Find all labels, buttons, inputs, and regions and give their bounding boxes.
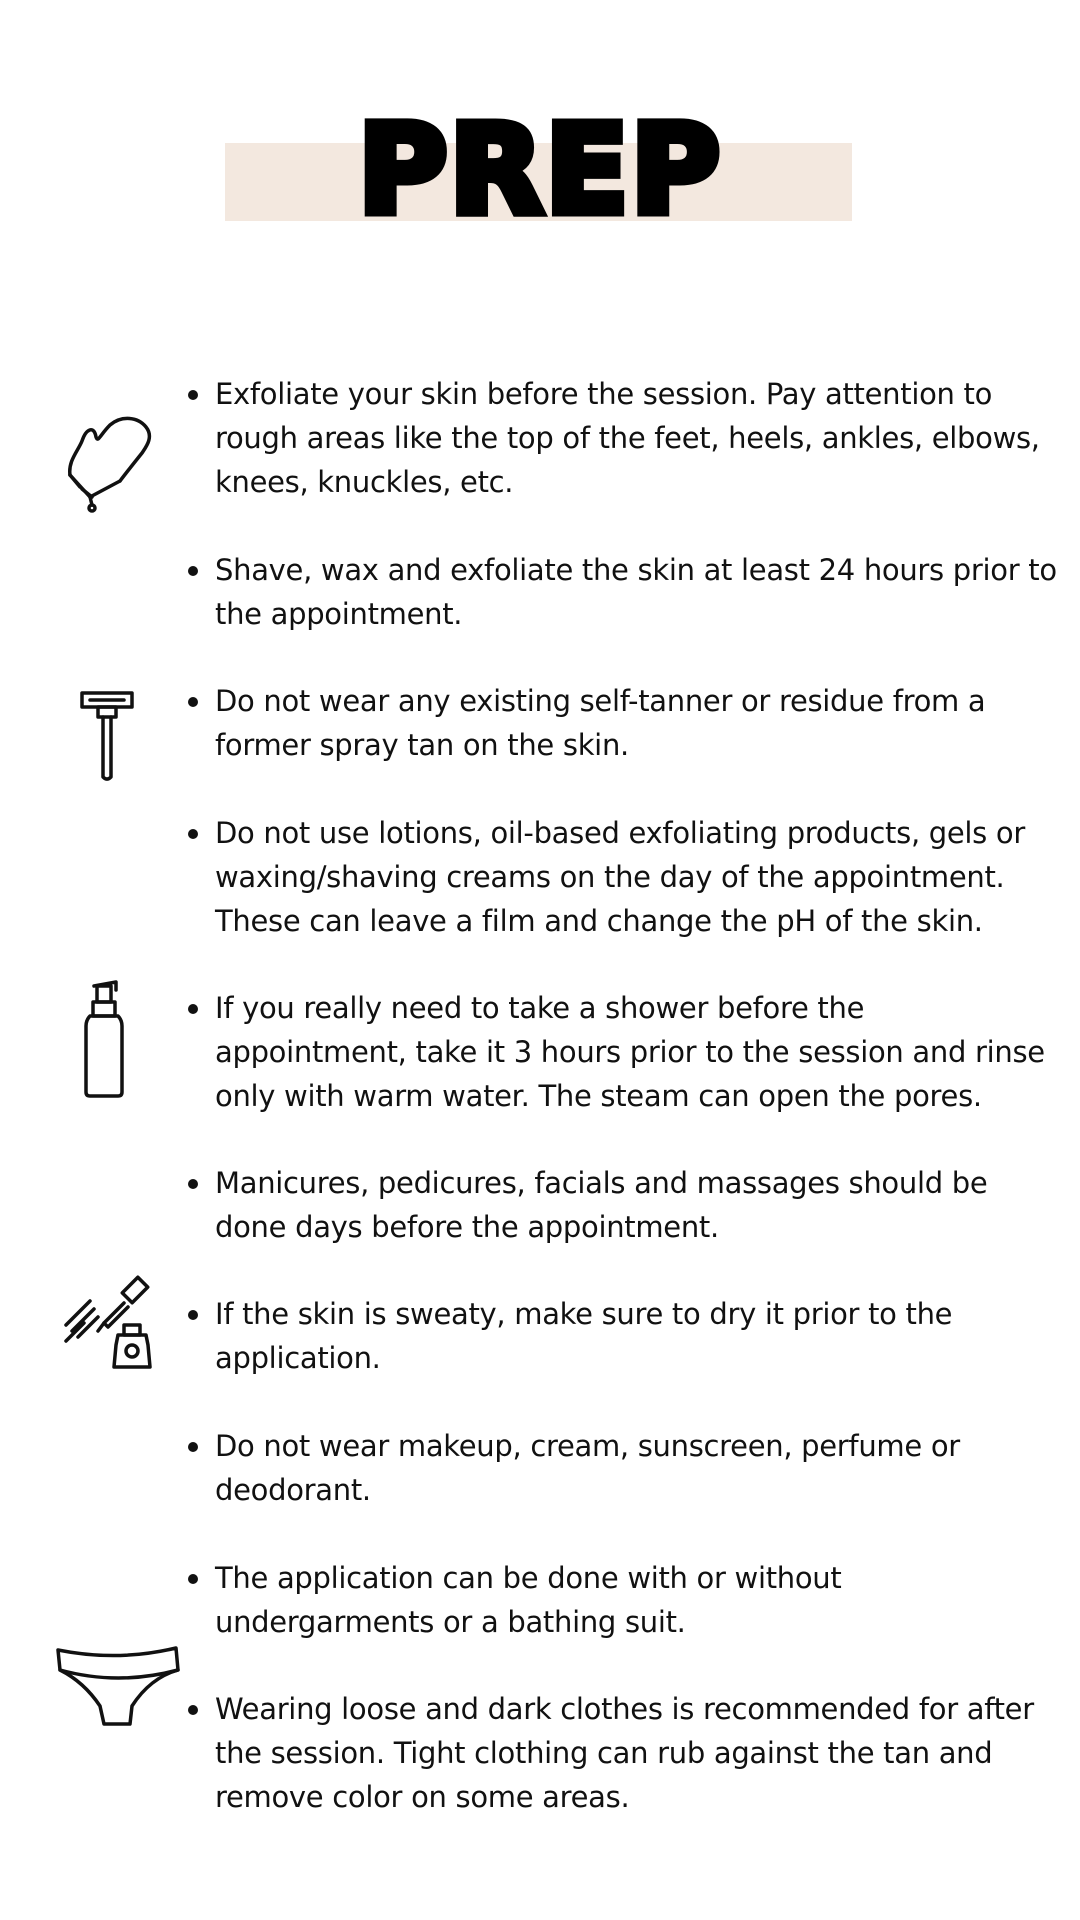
bullet-dot [188,697,198,707]
bullet-dot [188,829,198,839]
list-item [188,1292,1060,1380]
bullet-dot [188,390,198,400]
pump-bottle-icon [84,980,126,1100]
exfoliating-mitt-icon [66,415,156,515]
list-item-text: Do not use lotions, oil-based exfoliating products, gels or waxing/shaving creams on the day of the appointment. These can leave a film and change the pH of the skin. [215,816,1025,938]
bullet-dot [188,1442,198,1452]
list-item [188,1556,1060,1644]
list-item-text: If the skin is sweaty, make sure to dry it prior to the application. [215,1297,953,1375]
list-item-text: The application can be done with or without undergarments or a bathing suit. [215,1561,842,1639]
list-item-text: Manicures, pedicures, facials and massages should be done days before the appointment. [215,1166,988,1244]
list-item [188,986,1060,1118]
page-title: PREP [357,99,723,241]
razor-icon [80,691,136,783]
bullet-dot [188,1310,198,1320]
bullet-dot [188,1705,198,1715]
list-item [188,811,1060,943]
bullet-dot [188,1574,198,1584]
list-item-text: Shave, wax and exfoliate the skin at least 24 hours prior to the appointment. [215,553,1057,631]
list-item [188,679,1060,767]
bullet-dot [188,1004,198,1014]
list-item [188,1161,1060,1249]
list-item [188,1687,1060,1819]
list-item-text: Exfoliate your skin before the session. Pay attention to rough areas like the top of the feet, heels, ankles, elbows, knees, knuckles, etc. [215,377,1040,499]
list-item [188,1424,1060,1512]
nail-polish-icon [64,1275,164,1371]
list-item-text: If you really need to take a shower before the appointment, take it 3 hours prior to the session and rinse only with warm water. The steam can open the pores. [215,991,1045,1113]
list-item [188,548,1060,636]
list-item-text: Do not wear any existing self-tanner or residue from a former spray tan on the skin. [215,684,986,762]
bullet-dot [188,1179,198,1189]
underwear-icon [56,1644,180,1728]
list-item [188,372,1060,504]
list-item-text: Do not wear makeup, cream, sunscreen, perfume or deodorant. [215,1429,960,1507]
list-item-text: Wearing loose and dark clothes is recommended for after the session. Tight clothing can rub against the tan and remove color on some areas. [215,1692,1034,1814]
bullet-dot [188,566,198,576]
